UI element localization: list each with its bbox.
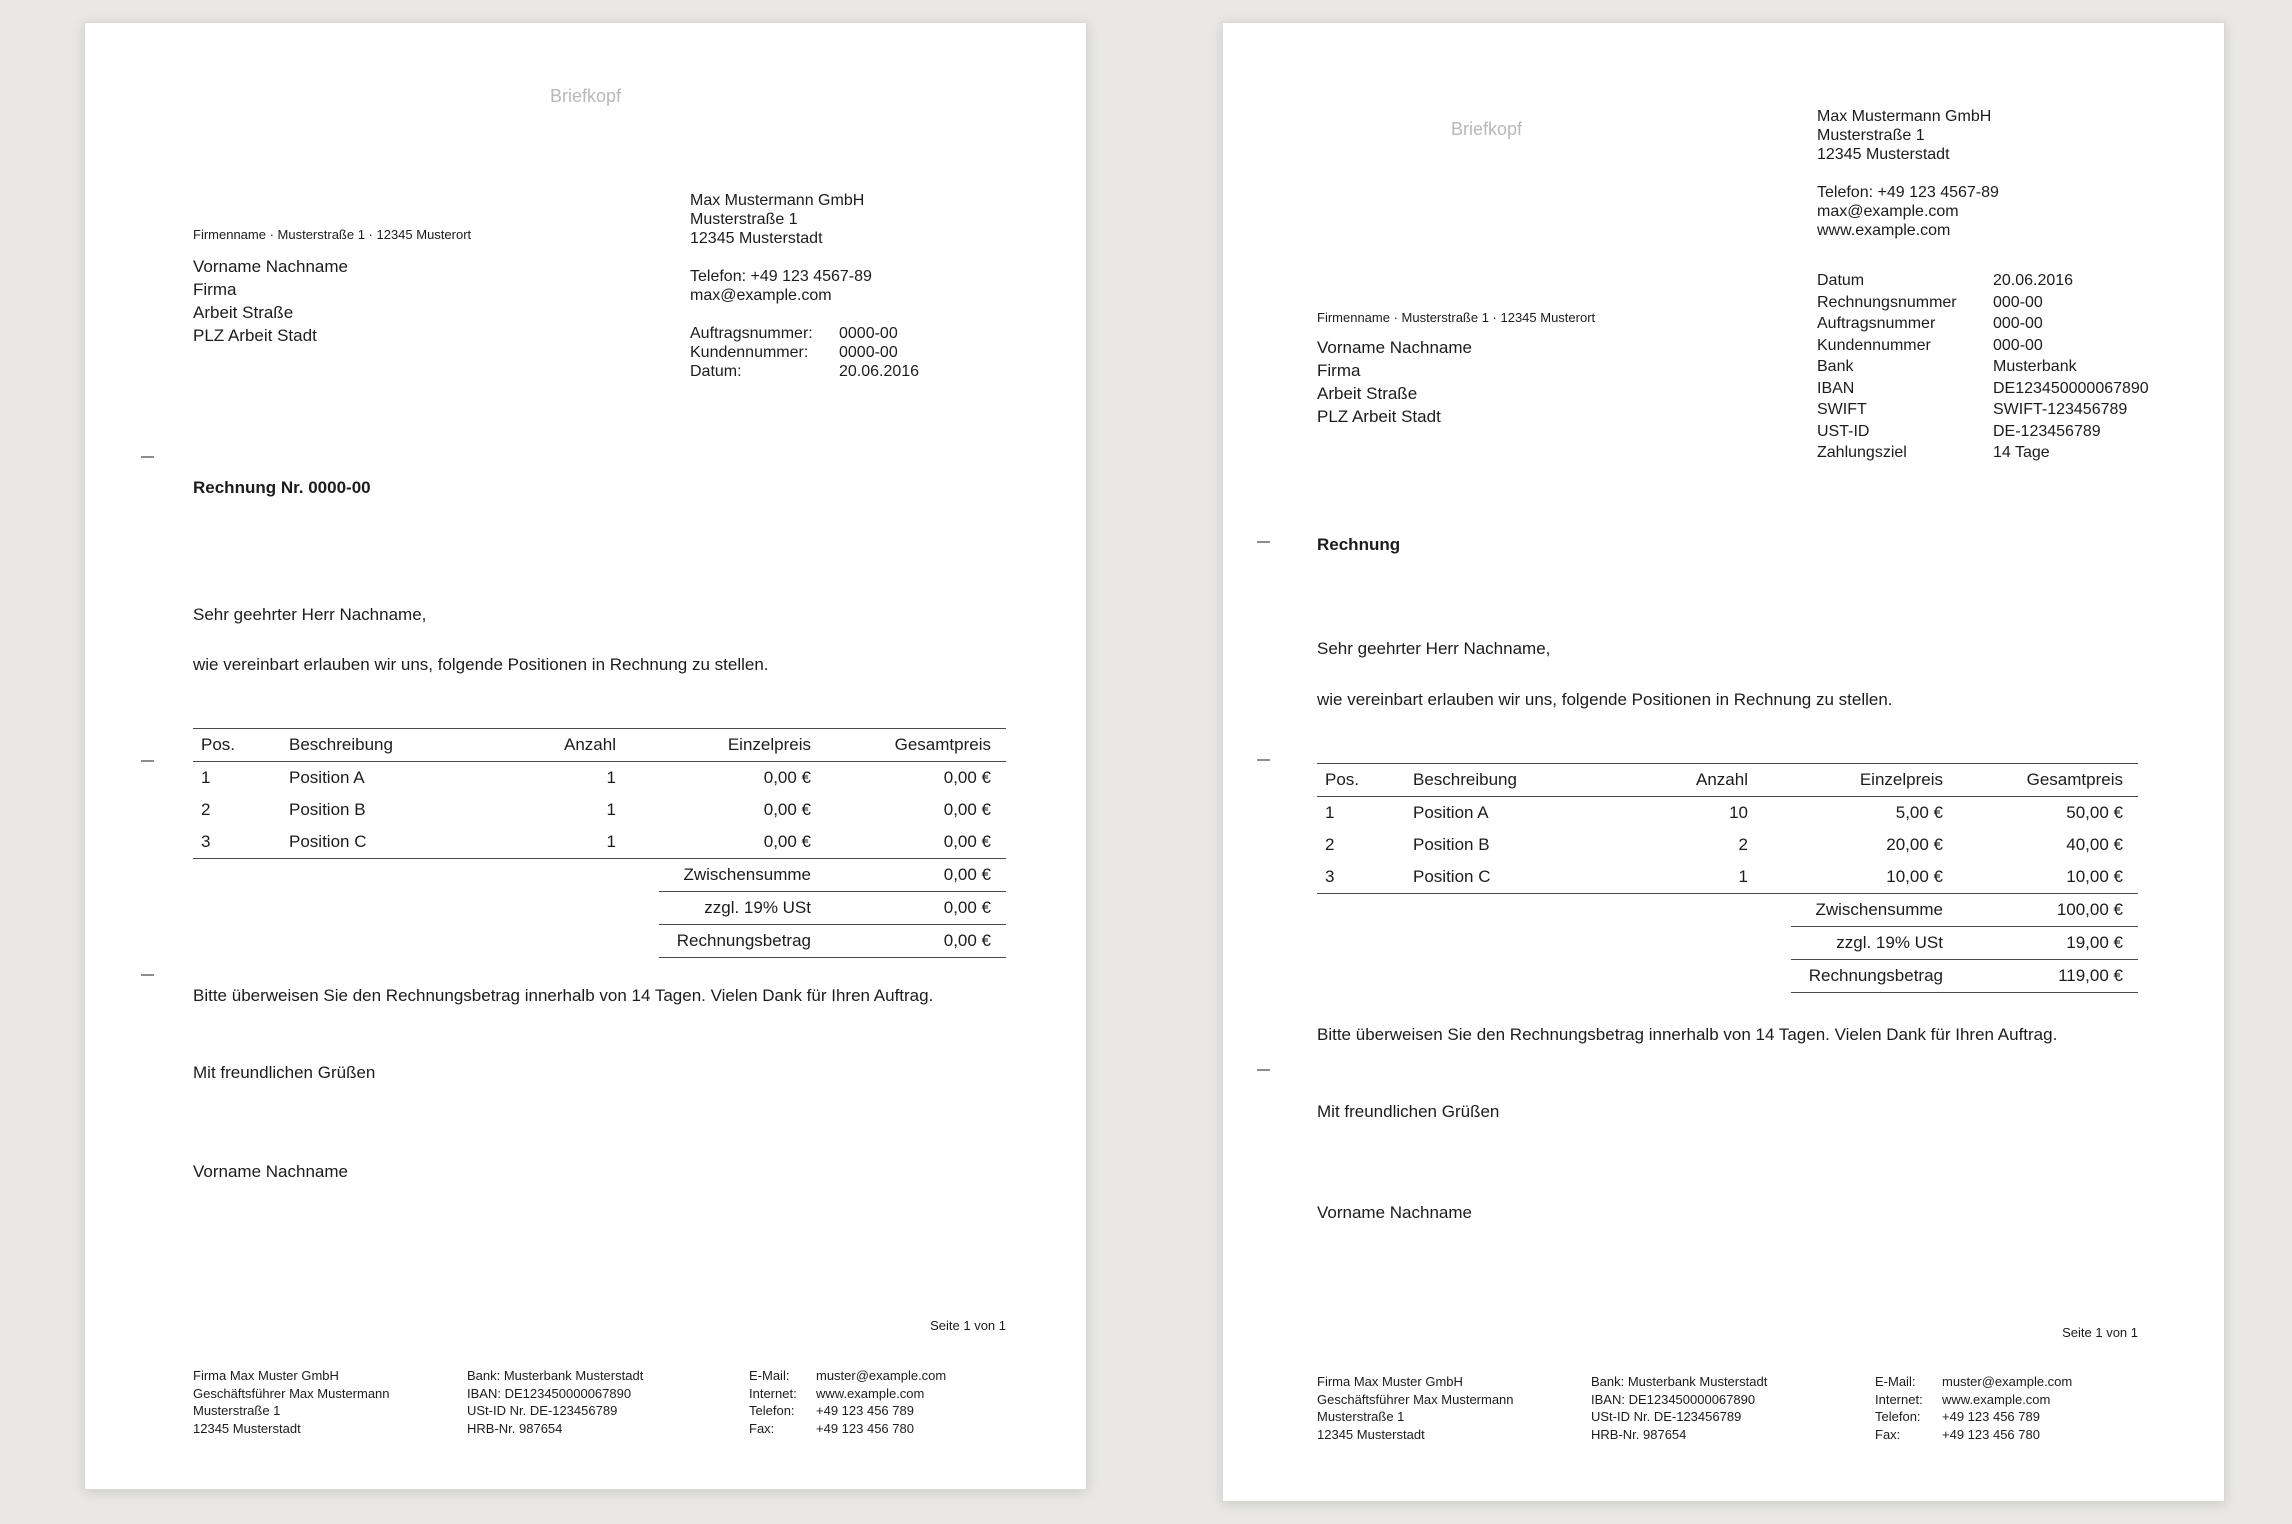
sender-city: 12345 Musterstadt xyxy=(690,230,823,247)
summary-row-total xyxy=(659,925,1006,958)
col-header-description: Beschreibung xyxy=(289,735,393,754)
meta-value: 20.06.2016 xyxy=(839,363,920,380)
footer-line: Musterstraße 1 xyxy=(1317,1409,1405,1424)
cell-description: Position C xyxy=(289,832,367,851)
footer-line: 12345 Musterstadt xyxy=(1317,1426,1425,1442)
summary-value: 100,00 € xyxy=(2056,900,2123,919)
info-row-order-number xyxy=(1817,313,2149,335)
table-items xyxy=(1317,797,2138,894)
payment-note: Bitte überweisen Sie den Rechnungsbetrag innerhalb von 14 Tagen. Vielen Dank für Ihren Auftrag. xyxy=(1317,1025,2058,1044)
sender-block xyxy=(1817,107,2149,464)
meta-row-customer-number xyxy=(690,343,919,362)
summary-row-vat xyxy=(659,892,1006,925)
footer-contact-label: Fax: xyxy=(749,1420,775,1436)
footer-contact-row xyxy=(1875,1408,2072,1426)
meta-label: Datum: xyxy=(690,363,742,380)
cell-quantity: 2 xyxy=(1738,835,1748,854)
summary-value: 119,00 € xyxy=(2058,966,2123,985)
fold-mark xyxy=(141,974,154,976)
sender-email: max@example.com xyxy=(690,287,832,304)
cell-unit-price: 10,00 € xyxy=(1886,867,1943,886)
cell-pos: 2 xyxy=(1325,835,1335,854)
info-label: Kundennummer xyxy=(1817,336,1931,354)
invoice-page-blank-template xyxy=(84,22,1087,1490)
info-row-vat-id xyxy=(1817,421,2149,443)
letterhead-placeholder: Briefkopf xyxy=(1451,119,1523,139)
info-value: 14 Tage xyxy=(1993,444,2050,461)
payment-note: Bitte überweisen Sie den Rechnungsbetrag innerhalb von 14 Tagen. Vielen Dank für Ihren Auftrag. xyxy=(193,986,934,1005)
footer-line: Geschäftsführer Max Mustermann xyxy=(1317,1391,1514,1407)
footer-contact-label: Telefon: xyxy=(1875,1409,1921,1424)
summary-label: zzgl. 19% USt xyxy=(704,898,811,917)
sender-street: Musterstraße 1 xyxy=(1817,127,1925,144)
footer-contact-row xyxy=(1875,1391,2072,1409)
footer-line: Musterstraße 1 xyxy=(193,1403,281,1418)
sender-name: Max Mustermann GmbH xyxy=(690,192,865,209)
invoice-table xyxy=(1317,763,2138,993)
info-row-payment-terms xyxy=(1817,442,2149,464)
sender-block xyxy=(690,191,919,381)
summary-row-total xyxy=(1791,960,2138,993)
summary-value: 0,00 € xyxy=(943,931,991,950)
info-row-swift xyxy=(1817,399,2149,421)
footer-bank-column xyxy=(467,1367,643,1437)
fold-mark xyxy=(1257,541,1270,543)
footer-contact-label: E-Mail: xyxy=(1875,1374,1916,1389)
sender-street: Musterstraße 1 xyxy=(690,211,798,228)
summary-label: Rechnungsbetrag xyxy=(676,931,811,950)
fold-mark xyxy=(141,760,154,762)
spacer xyxy=(690,248,919,267)
footer-contact-row xyxy=(749,1420,946,1438)
footer-contact-label: Internet: xyxy=(749,1385,797,1401)
cell-quantity: 1 xyxy=(606,800,616,819)
cell-quantity: 10 xyxy=(1729,803,1748,822)
footer-contact-row xyxy=(749,1402,946,1420)
info-row-customer-number xyxy=(1817,335,2149,357)
footer-contact-label: Fax: xyxy=(1875,1426,1901,1442)
info-label: Datum xyxy=(1817,272,1865,289)
footer-company-column xyxy=(193,1367,390,1437)
fold-mark xyxy=(141,456,154,458)
cell-description: Position C xyxy=(1413,867,1491,886)
footer-bank-column xyxy=(1591,1373,1767,1443)
footer-line: USt-ID Nr. DE-123456789 xyxy=(467,1403,618,1418)
footer-contact-row xyxy=(749,1385,946,1403)
info-label: IBAN xyxy=(1817,379,1855,397)
cell-total-price: 0,00 € xyxy=(943,832,991,851)
sender-website: www.example.com xyxy=(1817,222,1951,239)
summary-row-subtotal xyxy=(659,859,1006,892)
cell-quantity: 1 xyxy=(606,768,616,787)
footer-contact-column xyxy=(749,1367,946,1437)
cell-quantity: 1 xyxy=(606,832,616,851)
return-address-line: Firmenname · Musterstraße 1 · 12345 Musterort xyxy=(1317,310,1596,325)
recipient-name: Vorname Nachname xyxy=(1317,338,1472,357)
recipient-block xyxy=(1317,336,1472,428)
col-header-unit-price: Einzelpreis xyxy=(727,735,811,754)
info-value: 000-00 xyxy=(1993,336,2043,354)
intro-text: wie vereinbart erlauben wir uns, folgende Positionen in Rechnung zu stellen. xyxy=(193,655,769,674)
cell-description: Position A xyxy=(289,768,365,787)
col-header-quantity: Anzahl xyxy=(1696,770,1748,789)
invoice-title: Rechnung xyxy=(1317,535,1401,554)
summary-label: Zwischensumme xyxy=(1815,900,1943,919)
cell-pos: 2 xyxy=(201,800,211,819)
sender-phone: Telefon: +49 123 4567-89 xyxy=(1817,184,1999,201)
invoice-page-filled-example xyxy=(1222,22,2225,1502)
info-label: Zahlungsziel xyxy=(1817,444,1907,461)
footer-contact-label: Internet: xyxy=(1875,1391,1923,1407)
footer-contact-value: www.example.com xyxy=(816,1385,925,1401)
salutation: Sehr geehrter Herr Nachname, xyxy=(193,605,427,624)
table-row xyxy=(1317,861,2138,893)
col-header-total-price: Gesamtpreis xyxy=(894,735,991,754)
footer-company-column xyxy=(1317,1373,1514,1443)
table-row xyxy=(193,762,1006,794)
letterhead-placeholder: Briefkopf xyxy=(549,86,622,106)
info-label: SWIFT xyxy=(1817,401,1867,418)
table-row xyxy=(193,794,1006,826)
meta-value: 0000-00 xyxy=(839,325,898,342)
summary-label: zzgl. 19% USt xyxy=(1836,933,1943,952)
col-header-description: Beschreibung xyxy=(1413,770,1517,789)
meta-value: 0000-00 xyxy=(839,344,898,361)
col-header-unit-price: Einzelpreis xyxy=(1859,770,1943,789)
table-summary xyxy=(1791,894,2138,993)
info-label: UST-ID xyxy=(1817,422,1870,440)
table-row xyxy=(1317,829,2138,861)
cell-pos: 1 xyxy=(201,768,211,787)
cell-unit-price: 0,00 € xyxy=(763,800,811,819)
cell-total-price: 10,00 € xyxy=(2066,867,2123,886)
recipient-name: Vorname Nachname xyxy=(193,257,348,276)
sender-phone: Telefon: +49 123 4567-89 xyxy=(690,268,872,285)
cell-description: Position B xyxy=(1413,835,1490,854)
recipient-street: Arbeit Straße xyxy=(193,303,294,322)
cell-total-price: 0,00 € xyxy=(943,768,991,787)
spacer xyxy=(1817,164,2149,183)
footer-line: Firma Max Muster GmbH xyxy=(1317,1374,1463,1389)
footer-line: IBAN: DE123450000067890 xyxy=(467,1385,632,1401)
fold-mark xyxy=(1257,759,1270,761)
summary-value: 19,00 € xyxy=(2066,933,2123,952)
summary-label: Rechnungsbetrag xyxy=(1808,966,1943,985)
cell-unit-price: 5,00 € xyxy=(1895,803,1943,822)
info-label: Auftragsnummer xyxy=(1817,315,1936,332)
page-number: Seite 1 von 1 xyxy=(930,1318,1006,1333)
summary-row-subtotal xyxy=(1791,894,2138,927)
meta-label: Auftragsnummer: xyxy=(690,325,813,342)
col-header-pos: Pos. xyxy=(1325,770,1360,789)
footer-contact-value: +49 123 456 780 xyxy=(1942,1426,2040,1442)
cell-unit-price: 0,00 € xyxy=(763,768,811,787)
sender-name: Max Mustermann GmbH xyxy=(1817,108,1992,125)
intro-text: wie vereinbart erlauben wir uns, folgende Positionen in Rechnung zu stellen. xyxy=(1317,690,1893,709)
cell-unit-price: 20,00 € xyxy=(1886,835,1943,854)
summary-label: Zwischensumme xyxy=(683,865,811,884)
info-label: Bank xyxy=(1817,358,1854,375)
footer-contact-value: muster@example.com xyxy=(1942,1374,2073,1389)
spacer xyxy=(1817,240,2149,270)
table-summary xyxy=(659,859,1006,958)
page-number: Seite 1 von 1 xyxy=(2062,1325,2138,1340)
footer-line: HRB-Nr. 987654 xyxy=(467,1420,563,1436)
info-value: DE123450000067890 xyxy=(1993,379,2149,397)
footer-contact-column xyxy=(1875,1373,2072,1443)
info-value: SWIFT-123456789 xyxy=(1993,401,2128,418)
invoice-table xyxy=(193,728,1006,958)
cell-quantity: 1 xyxy=(1738,867,1748,886)
info-row-bank xyxy=(1817,356,2149,378)
cell-unit-price: 0,00 € xyxy=(763,832,811,851)
meta-row-order-number xyxy=(690,324,919,343)
footer-contact-value: muster@example.com xyxy=(816,1368,947,1383)
recipient-company: Firma xyxy=(1317,361,1361,380)
recipient-company: Firma xyxy=(193,280,237,299)
recipient-street: Arbeit Straße xyxy=(1317,384,1418,403)
col-header-total-price: Gesamtpreis xyxy=(2026,770,2123,789)
info-row-date xyxy=(1817,270,2149,292)
footer-contact-value: www.example.com xyxy=(1942,1391,2051,1407)
footer-line: Bank: Musterbank Musterstadt xyxy=(1591,1374,1768,1389)
recipient-city: PLZ Arbeit Stadt xyxy=(193,326,317,345)
footer-contact-value: +49 123 456 789 xyxy=(1942,1409,2040,1424)
signature-name: Vorname Nachname xyxy=(193,1162,348,1181)
cell-pos: 1 xyxy=(1325,803,1335,822)
footer-line: IBAN: DE123450000067890 xyxy=(1591,1391,1756,1407)
info-value: DE-123456789 xyxy=(1993,422,2101,440)
footer-contact-row xyxy=(1875,1373,2072,1391)
footer-line: Firma Max Muster GmbH xyxy=(193,1368,339,1383)
table-row xyxy=(193,826,1006,858)
cell-total-price: 40,00 € xyxy=(2066,835,2123,854)
meta-row-date xyxy=(690,362,919,381)
summary-row-vat xyxy=(1791,927,2138,960)
footer-contact-label: E-Mail: xyxy=(749,1368,790,1383)
spacer xyxy=(690,305,919,324)
cell-pos: 3 xyxy=(1325,867,1335,886)
info-value: Musterbank xyxy=(1993,358,2077,375)
footer-line: USt-ID Nr. DE-123456789 xyxy=(1591,1409,1742,1424)
cell-total-price: 0,00 € xyxy=(943,800,991,819)
recipient-block xyxy=(193,255,348,347)
info-value: 000-00 xyxy=(1993,293,2043,311)
info-value: 20.06.2016 xyxy=(1993,272,2074,289)
cell-description: Position A xyxy=(1413,803,1489,822)
footer-line: 12345 Musterstadt xyxy=(193,1420,301,1436)
col-header-quantity: Anzahl xyxy=(564,735,616,754)
return-address-line: Firmenname · Musterstraße 1 · 12345 Musterort xyxy=(193,227,472,242)
footer-line: Geschäftsführer Max Mustermann xyxy=(193,1385,390,1401)
footer-contact-row xyxy=(1875,1426,2072,1444)
cell-description: Position B xyxy=(289,800,366,819)
signature-name: Vorname Nachname xyxy=(1317,1203,1472,1222)
footer-contact-row xyxy=(749,1367,946,1385)
cell-total-price: 50,00 € xyxy=(2066,803,2123,822)
footer-line: HRB-Nr. 987654 xyxy=(1591,1426,1687,1442)
info-value: 000-00 xyxy=(1993,315,2043,332)
info-row-iban xyxy=(1817,378,2149,400)
invoice-title: Rechnung Nr. 0000-00 xyxy=(193,478,371,497)
info-label: Rechnungsnummer xyxy=(1817,293,1957,311)
summary-value: 0,00 € xyxy=(943,898,991,917)
col-header-pos: Pos. xyxy=(201,735,236,754)
table-items xyxy=(193,762,1006,859)
sender-city: 12345 Musterstadt xyxy=(1817,146,1950,163)
table-header-row xyxy=(1317,763,2138,797)
footer-contact-value: +49 123 456 780 xyxy=(816,1420,914,1436)
regards-text: Mit freundlichen Grüßen xyxy=(1317,1102,1500,1121)
footer-line: Bank: Musterbank Musterstadt xyxy=(467,1368,644,1383)
table-row xyxy=(1317,797,2138,829)
meta-label: Kundennummer: xyxy=(690,344,809,361)
recipient-city: PLZ Arbeit Stadt xyxy=(1317,407,1441,426)
table-header-row xyxy=(193,728,1006,762)
summary-value: 0,00 € xyxy=(943,865,991,884)
footer-contact-value: +49 123 456 789 xyxy=(816,1403,914,1418)
fold-mark xyxy=(1257,1069,1270,1071)
sender-email: max@example.com xyxy=(1817,203,1959,220)
info-row-invoice-number xyxy=(1817,292,2149,314)
regards-text: Mit freundlichen Grüßen xyxy=(193,1063,376,1082)
salutation: Sehr geehrter Herr Nachname, xyxy=(1317,639,1551,658)
footer-contact-label: Telefon: xyxy=(749,1403,795,1418)
cell-pos: 3 xyxy=(201,832,211,851)
